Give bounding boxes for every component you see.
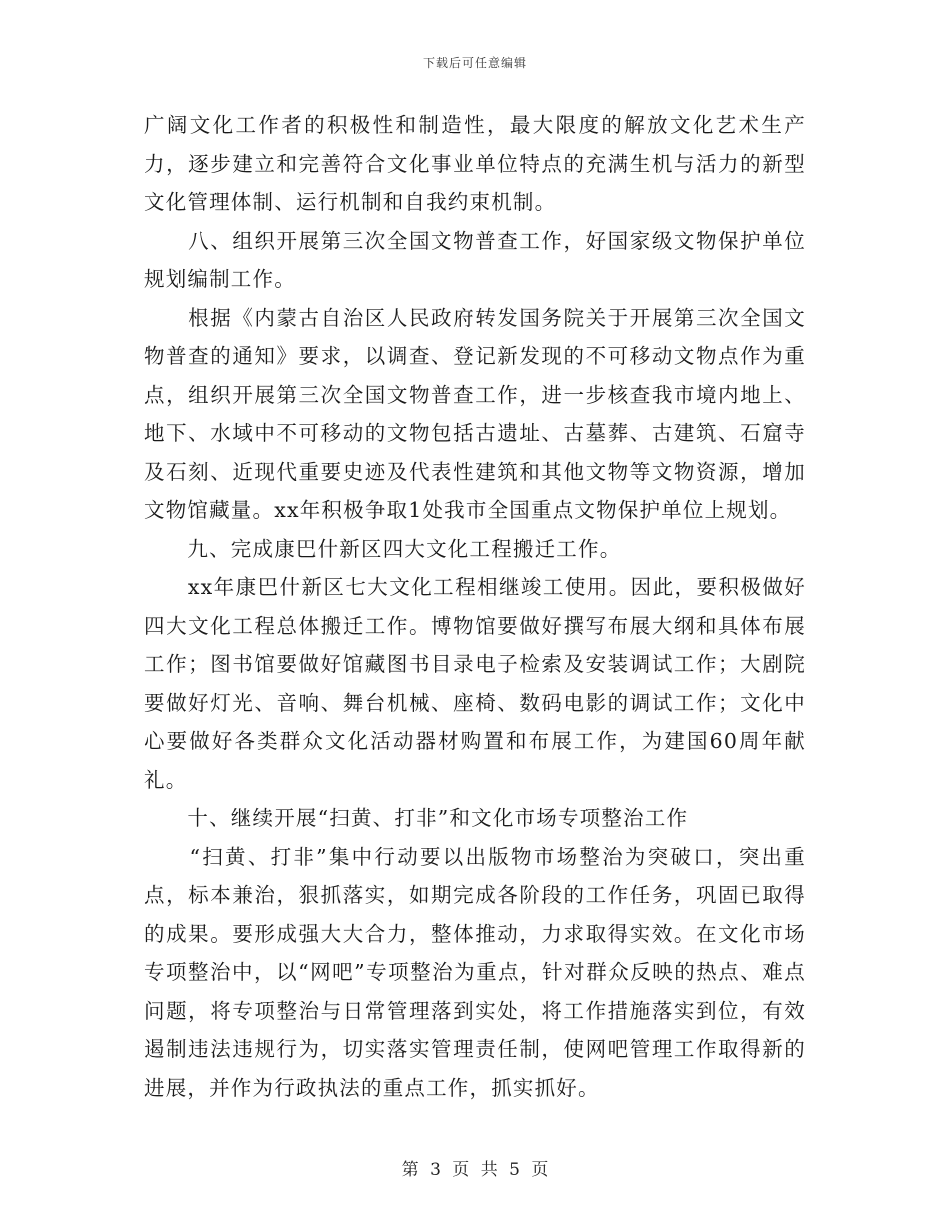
paragraph-section-9: xx年康巴什新区七大文化工程相继竣工使用。因此，要积极做好四大文化工程总体搬迁工作。博物馆要做好撰写布展大纲和具体布展工作；图书馆要做好馆藏图书目录电子检索及安装调试工作；大剧院要做好灯光、音响、舞台机械、座椅、数码电影的调试工作；文化中心要做好各类群众文化活动器材购置和布展工作，为建国60周年献礼。	[144, 575, 806, 792]
paragraph-section-8: 根据《内蒙古自治区人民政府转发国务院关于开展第三次全国文物普查的通知》要求，以调查、登记新发现的不可移动文物点作为重点，组织开展第三次全国文物普查工作，进一步核查我市境内地上、地下、水域中不可移动的文物包括古遗址、古墓葬、古建筑、石窟寺及石刻、近现代重要史迹及代表性建筑和其他文物等文物资源，增加文物馆藏量。xx年积极争取1处我市全国重点文物保护单位上规划。	[144, 305, 806, 522]
heading-section-9: 九、完成康巴什新区四大文化工程搬迁工作。	[144, 536, 622, 561]
document-body	[144, 106, 806, 1107]
heading-section-8: 八、组织开展第三次全国文物普查工作，好国家级文物保护单位规划编制工作。	[144, 228, 806, 291]
paragraph-continuation: 广阔文化工作者的积极性和制造性，最大限度的解放文化艺术生产力，逐步建立和完善符合文化事业单位特点的充满生机与活力的新型文化管理体制、运行机制和自我约束机制。	[144, 113, 806, 214]
page-number: 第 3 页 共 5 页	[401, 1160, 549, 1180]
paragraph-section-10: “扫黄、打非”集中行动要以出版物市场整治为突破口，突出重点，标本兼治，狠抓落实，如期完成各阶段的工作任务，巩固已取得的成果。要形成强大大合力，整体推动，力求取得实效。在文化市场专项整治中，以“网吧”专项整治为重点，针对群众反映的热点、难点问题，将专项整治与日常管理落到实处，将工作措施落实到位，有效遏制违法违规行为，切实落实管理责任制，使网吧管理工作取得新的进展，并作为行政执法的重点工作，抓实抓好。	[144, 844, 806, 1100]
page-header: 下载后可任意编辑	[422, 56, 527, 70]
heading-section-10: 十、继续开展“扫黄、打非”和文化市场专项整治工作	[144, 806, 689, 830]
